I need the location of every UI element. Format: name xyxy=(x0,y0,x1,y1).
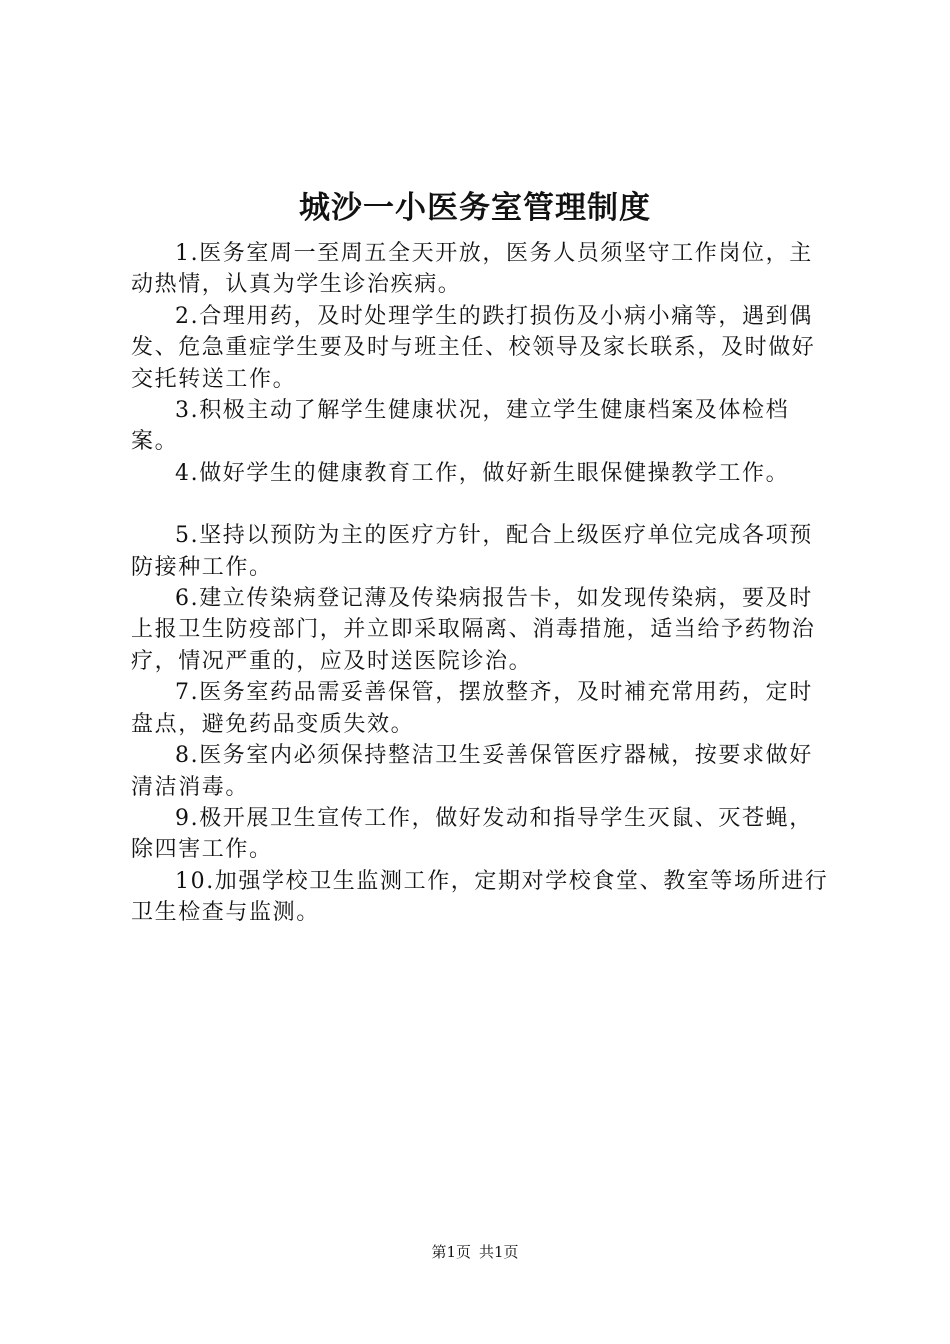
paragraph-8: 8.医务室内必须保持整洁卫生妥善保管医疗器械，按要求做好清洁消毒。 xyxy=(131,743,813,800)
page-footer xyxy=(0,1242,950,1262)
document-title: 城沙一小医务室管理制度 xyxy=(299,190,651,226)
paragraph-5: 5.坚持以预防为主的医疗方针，配合上级医疗单位完成各项预防接种工作。 xyxy=(131,523,813,580)
page-number-current: 第1页 xyxy=(431,1243,471,1261)
paragraph-1: 1.医务室周一至周五全天开放，医务人员须坚守工作岗位，主动热情，认真为学生诊治疾病。 xyxy=(131,241,813,298)
paragraph-7: 7.医务室药品需妥善保管，摆放整齐，及时補充常用药，定时盘点，避免药品变质失效。 xyxy=(131,680,813,737)
document-body xyxy=(131,238,831,929)
page-number-total: 共1页 xyxy=(479,1243,519,1261)
paragraph-2: 2.合理用药，及时处理学生的跌打损伤及小病小痛等，遇到偶发、危急重症学生要及时与班主任、校领导及家长联系，及时做好交托转送工作。 xyxy=(131,303,816,392)
paragraph-6: 6.建立传染病登记薄及传染病报告卡，如发现传染病，要及时上报卫生防疫部门，并立即采取隔离、消毒措施，适当给予药物治疗，情况严重的，应及时送医院诊治。 xyxy=(131,586,816,674)
paragraph-4: 4.做好学生的健康教育工作，做好新生眼保健操教学工作。 xyxy=(175,460,790,486)
paragraph-3: 3.积极主动了解学生健康状况，建立学生健康档案及体检档案。 xyxy=(131,398,790,455)
paragraph-10: 10.加强学校卫生监测工作，定期对学校食堂、教室等场所进行卫生检查与监测。 xyxy=(131,868,829,926)
paragraph-9: 9.极开展卫生宣传工作，做好发动和指导学生灭鼠、灭苍蝇，除四害工作。 xyxy=(131,805,813,863)
